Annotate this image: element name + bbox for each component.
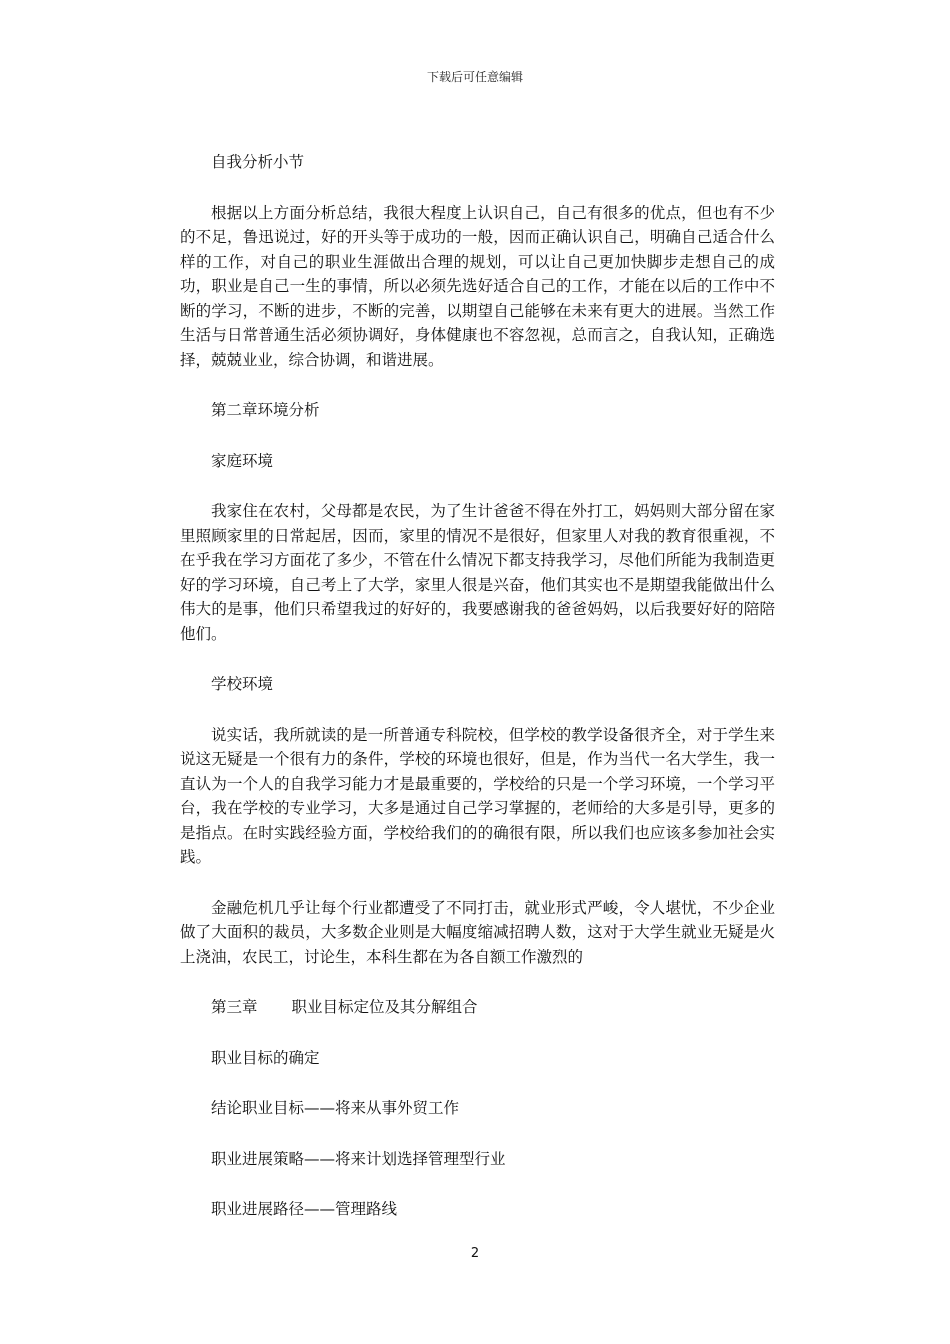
chapter-number: 第三章 xyxy=(211,998,258,1016)
section-heading: 家庭环境 xyxy=(211,451,274,470)
chapter-heading xyxy=(180,995,775,1020)
chapter-title: 职业目标定位及其分解组合 xyxy=(291,998,478,1016)
paragraph: 根据以上方面分析总结，我很大程度上认识自己，自己有很多的优点，但也有不少的不足，鲁迅说过，好的开头等于成功的一般，因而正确认识自己，明确自己适合什么样的工作，对自己的职业生涯做出合理的规划，可以让自己更加快脚步走想自己的成功，职业是自己一生的事情，所以必须先选好适合自己的工作，才能在以后的工作中不断的学习，不断的进步，不断的完善，以期望自己能够在未来有更大的进展。当然工作生活与日常普通生活必须协调好，身体健康也不容忽视，总而言之，自我认知，正确选择，兢兢业业，综合协调，和谐进展。 xyxy=(180,203,775,369)
list-line: 职业进展路径——管理路线 xyxy=(211,1200,398,1218)
list-line: 职业进展策略——将来计划选择管理型行业 xyxy=(211,1149,506,1168)
section-heading: 学校环境 xyxy=(211,675,274,693)
document-body xyxy=(180,150,775,1222)
chapter-heading: 第二章环境分析 xyxy=(211,401,320,419)
page-number: 2 xyxy=(470,1246,480,1261)
paragraph: 金融危机几乎让每个行业都遭受了不同打击，就业形式严峻，令人堪忧，不少企业做了大面积的裁员，大多数企业则是大幅度缩减招聘人数，这对于大学生就业无疑是火上浇油，农民工，讨论生，本科生都在为各自额工作激烈的 xyxy=(180,898,775,966)
paragraph: 说实话，我所就读的是一所普通专科院校，但学校的教学设备很齐全，对于学生来说这无疑是一个很有力的条件，学校的环境也很好，但是，作为当代一名大学生，我一直认为一个人的自我学习能力才是最重要的，学校给的只是一个学习环境，一个学习平台，我在学校的专业学习，大多是通过自己学习掌握的，老师给的大多是引导，更多的是指点。在时实践经验方面，学校给我们的的确很有限，所以我们也应该多参加社会实践。 xyxy=(180,725,775,866)
list-line: 结论职业目标——将来从事外贸工作 xyxy=(211,1099,460,1117)
paragraph: 我家住在农村，父母都是农民，为了生计爸爸不得在外打工，妈妈则大部分留在家里照顾家里的日常起居，因而，家里的情况不是很好，但家里人对我的教育很重视，不在乎我在学习方面花了多少，不管在什么情况下都支持我学习，尽他们所能为我制造更好的学习环境，自己考上了大学，家里人很是兴奋，他们其实也不是期望我能做出什么伟大的是事，他们只希望我过的好好的，我要感谢我的爸爸妈妈，以后我要好好的陪陪他们。 xyxy=(180,502,775,643)
section-heading: 职业目标的确定 xyxy=(211,1048,320,1067)
page-header: 下载后可任意编辑 xyxy=(426,70,523,84)
section-heading: 自我分析小节 xyxy=(211,153,305,171)
